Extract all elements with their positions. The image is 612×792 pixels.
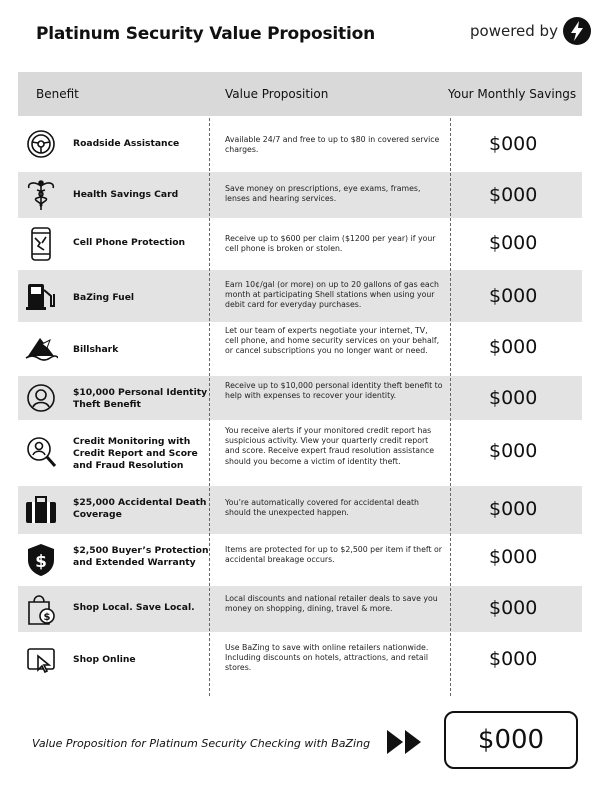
header-value-proposition: Value Proposition	[225, 87, 329, 101]
savings-amount: $000	[489, 184, 538, 206]
table-row	[18, 376, 582, 420]
total-savings-box: $000	[444, 711, 578, 769]
steering-wheel-icon	[22, 127, 60, 161]
savings-amount: $000	[489, 597, 538, 619]
savings-amount: $000	[489, 336, 538, 358]
caduceus-icon	[22, 178, 60, 212]
shopping-bag-icon	[22, 590, 60, 628]
savings-amount: $000	[489, 648, 538, 670]
benefit-label: Credit Monitoring with Credit Report and Score and Fraud Resolution	[73, 436, 198, 471]
value-text: Save money on prescriptions, eye exams, frames, lenses and hearing services.	[225, 184, 421, 204]
benefit-label: $2,500 Buyer’s Protection and Extended Warranty	[73, 545, 209, 568]
value-text: Items are protected for up to $2,500 per item if theft or accidental breakage occurs.	[225, 545, 443, 565]
benefit-label: Shop Local. Save Local.	[73, 602, 195, 613]
magnifier-person-icon	[22, 434, 60, 470]
table-row	[18, 634, 582, 686]
table-row	[18, 486, 582, 534]
header-benefit: Benefit	[36, 87, 79, 101]
svg-text:$: $	[35, 552, 47, 572]
dollar-shield-icon	[22, 541, 60, 579]
svg-text:$: $	[43, 612, 51, 623]
table-row	[18, 586, 582, 632]
value-text: Earn 10¢/gal (or more) on up to 20 gallons of gas each month at participating Shell stations when using your debit card for everyday purchases.	[225, 280, 439, 310]
benefit-label: Roadside Assistance	[73, 138, 180, 149]
benefit-label: $10,000 Personal Identity Theft Benefit	[73, 387, 208, 410]
benefit-label: Cell Phone Protection	[73, 237, 186, 248]
table-row	[18, 322, 582, 374]
benefit-label: $25,000 Accidental Death Coverage	[73, 497, 207, 520]
table-row	[18, 120, 582, 168]
broken-phone-icon	[22, 225, 60, 263]
shark-fin-icon	[22, 331, 60, 365]
powered-by-logo	[470, 16, 592, 46]
savings-amount: $000	[489, 285, 538, 307]
value-text: You receive alerts if your monitored credit report has suspicious activity. View your quarterly credit report and score. Receive expert fraud resolution assistance should you become a victim of identity theft.	[225, 426, 435, 466]
header-monthly-savings: Your Monthly Savings	[448, 87, 577, 101]
table-row	[18, 172, 582, 218]
table-row	[18, 270, 582, 322]
table-row	[18, 222, 582, 266]
column-divider	[209, 118, 210, 696]
savings-amount: $000	[489, 232, 538, 254]
page-title: Platinum Security Value Proposition	[36, 24, 375, 44]
footer-label: Value Proposition for Platinum Security Checking with BaZing	[32, 737, 371, 750]
benefit-label: Health Savings Card	[73, 189, 179, 200]
cursor-window-icon	[22, 644, 60, 676]
identity-person-icon	[22, 381, 60, 415]
fast-forward-icon	[386, 728, 424, 760]
lightning-bolt-icon	[562, 16, 592, 46]
savings-amount: $000	[489, 498, 538, 520]
value-text: Let our team of experts negotiate your internet, TV, cell phone, and home security services on your behalf, or cancel subscriptions you no longer want or need.	[225, 326, 440, 356]
value-text: You’re automatically covered for accidental death should the unexpected happen.	[225, 498, 419, 518]
table-row	[18, 536, 582, 584]
column-divider	[450, 118, 451, 696]
value-text: Available 24/7 and free to up to $80 in covered service charges.	[225, 135, 440, 155]
savings-amount: $000	[489, 440, 538, 462]
fuel-pump-icon	[22, 278, 60, 314]
table-row	[18, 422, 582, 484]
savings-amount: $000	[489, 133, 538, 155]
value-text: Use BaZing to save with online retailers nationwide. Including discounts on hotels, attractions, and retail stores.	[225, 643, 429, 673]
benefit-label: Shop Online	[73, 654, 136, 665]
powered-by-text: powered by	[470, 22, 558, 40]
benefit-label: BaZing Fuel	[73, 292, 135, 303]
savings-amount: $000	[489, 546, 538, 568]
savings-amount: $000	[489, 387, 538, 409]
value-text: Receive up to $600 per claim ($1200 per year) if your cell phone is broken or stolen.	[225, 234, 436, 254]
value-text: Receive up to $10,000 personal identity theft benefit to help with expenses to recover your identity.	[225, 381, 443, 401]
benefit-label: Billshark	[73, 344, 119, 355]
suitcase-icon	[22, 493, 60, 527]
value-text: Local discounts and national retailer deals to save you money on shopping, dining, travel & more.	[225, 594, 438, 614]
